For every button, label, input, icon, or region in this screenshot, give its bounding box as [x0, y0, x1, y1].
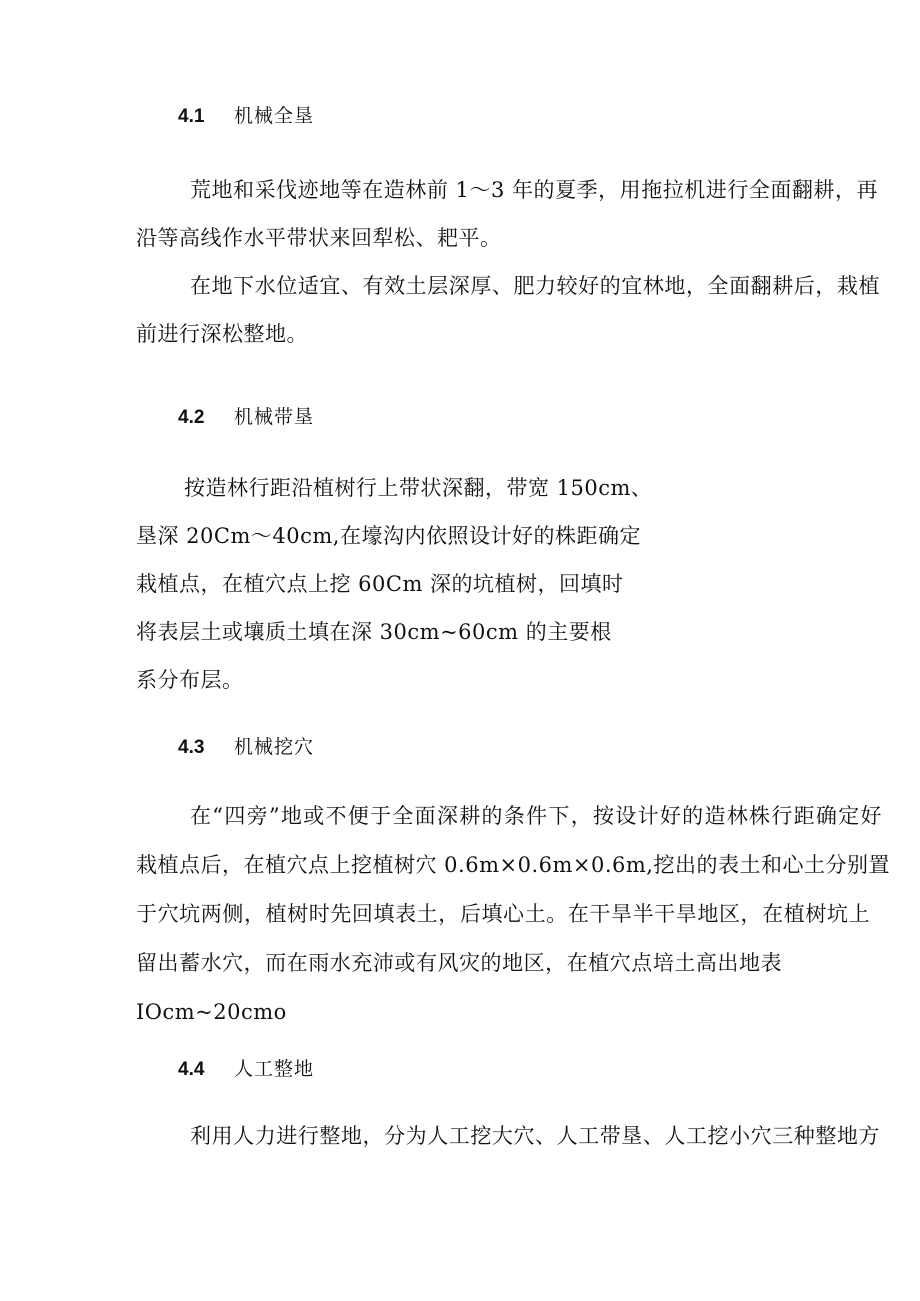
section-title: 机械全垦: [234, 105, 315, 127]
paragraph-line: 前进行深松整地。: [136, 322, 308, 346]
paragraph-line: 栽植点，在植穴点上挖 60Cm 深的坑植树，回填时: [136, 572, 624, 596]
section-number: 4.1: [178, 106, 205, 127]
paragraph-line: 于穴坑两侧，植树时先回填表土，后填心土。在干旱半干旱地区，在植树坑上: [136, 902, 870, 926]
paragraph-line: 沿等高线作水平带状来回犁松、耙平。: [136, 226, 502, 250]
section-heading-4-3: [178, 734, 314, 761]
section-number: 4.3: [178, 737, 205, 758]
section-heading-4-2: [178, 404, 314, 431]
paragraph-line: 在“四旁”地或不便于全面深耕的条件下，按设计好的造林株行距确定好: [190, 804, 882, 828]
paragraph-line: IOcm~20cmo: [136, 1000, 287, 1024]
section-number: 4.2: [178, 407, 205, 428]
paragraph-line: 荒地和采伐迹地等在造林前 1～3 年的夏季，用拖拉机进行全面翻耕，再: [190, 178, 878, 202]
paragraph-line: 垦深 20Cm～40cm,在壕沟内依照设计好的株距确定: [136, 524, 641, 548]
paragraph-line: 系分布层。: [136, 668, 244, 692]
section-title: 机械挖穴: [234, 736, 315, 758]
paragraph-line: 将表层土或壤质土填在深 30cm~60cm 的主要根: [136, 620, 612, 644]
section-title: 人工整地: [234, 1058, 315, 1080]
paragraph-line: 留出蓄水穴，而在雨水充沛或有风灾的地区，在植穴点培土高出地表: [136, 951, 782, 975]
section-title: 机械带垦: [234, 406, 315, 428]
section-number: 4.4: [178, 1059, 205, 1080]
section-heading-4-1: [178, 103, 314, 130]
paragraph-line: 栽植点后，在植穴点上挖植树穴 0.6m×0.6m×0.6m,挖出的表土和心土分别置: [136, 853, 890, 877]
section-heading-4-4: [178, 1056, 314, 1083]
paragraph-line: 在地下水位适宜、有效土层深厚、肥力较好的宜林地，全面翻耕后，栽植: [190, 274, 880, 298]
paragraph-line: 利用人力进行整地，分为人工挖大穴、人工带垦、人工挖小穴三种整地方: [190, 1124, 880, 1148]
paragraph-line: 按造林行距沿植树行上带状深翻，带宽 150cm、: [184, 476, 653, 500]
